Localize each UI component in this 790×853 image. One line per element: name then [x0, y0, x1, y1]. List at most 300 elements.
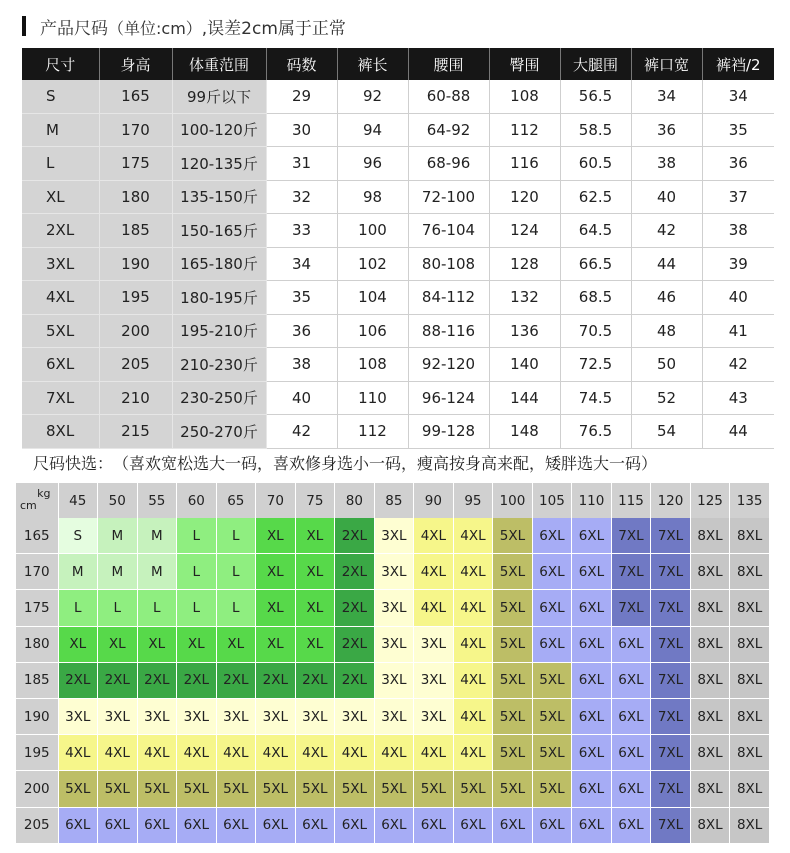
size-table-cell: 165	[99, 80, 172, 113]
size-suggestion-cell: 2XL	[335, 554, 375, 590]
size-table-cell: 42	[266, 415, 337, 449]
page-title	[40, 14, 346, 39]
size-table-cell: 60-88	[408, 80, 489, 113]
size-suggestion-cell: 5XL	[493, 662, 533, 698]
weight-header-cell: 95	[453, 483, 493, 518]
size-suggestion-cell: 3XL	[295, 698, 335, 734]
size-suggestion-cell: 6XL	[58, 807, 98, 843]
size-chart-header	[22, 48, 774, 80]
size-table-cell: 128	[489, 247, 560, 281]
size-suggestion-cell: 3XL	[335, 698, 375, 734]
size-header-cell: 尺寸	[22, 48, 99, 80]
weight-header-cell: 115	[611, 483, 651, 518]
size-suggestion-cell: 8XL	[690, 735, 730, 771]
quick-select-label: 尺码快选：	[33, 454, 114, 473]
table-row	[16, 518, 770, 554]
size-table-cell: 180-195斤	[172, 281, 266, 315]
size-suggestion-cell: 8XL	[730, 626, 770, 662]
size-table-cell: 165-180斤	[172, 247, 266, 281]
size-suggestion-cell: 4XL	[453, 698, 493, 734]
size-table-cell: 76.5	[560, 415, 631, 449]
size-table-cell: 94	[337, 113, 408, 147]
size-suggestion-cell: 4XL	[453, 554, 493, 590]
size-table-cell: 68.5	[560, 281, 631, 315]
size-suggestion-cell: 4XL	[295, 735, 335, 771]
size-suggestion-cell: 3XL	[374, 554, 414, 590]
size-suggestion-cell: 6XL	[572, 554, 612, 590]
size-table-cell: 32	[266, 180, 337, 214]
size-suggestion-cell: 3XL	[374, 662, 414, 698]
size-table-cell: 210	[99, 381, 172, 415]
size-table-cell: 135-150斤	[172, 180, 266, 214]
size-suggestion-cell: 6XL	[572, 662, 612, 698]
size-suggestion-cell: 5XL	[493, 698, 533, 734]
weight-header-cell: 80	[335, 483, 375, 518]
size-table-cell: 96-124	[408, 381, 489, 415]
size-table-cell: 80-108	[408, 247, 489, 281]
size-chart-table	[22, 48, 774, 449]
table-row	[22, 281, 774, 315]
size-suggestion-cell: 6XL	[177, 807, 217, 843]
size-table-cell: 40	[266, 381, 337, 415]
quick-select-grid	[16, 483, 770, 844]
size-table-cell: 116	[489, 147, 560, 181]
size-table-cell: 64.5	[560, 214, 631, 248]
weight-header-cell: 105	[532, 483, 572, 518]
size-table-cell: 102	[337, 247, 408, 281]
size-header-cell: 腰围	[408, 48, 489, 80]
size-suggestion-cell: 6XL	[611, 771, 651, 807]
table-row	[22, 415, 774, 449]
size-table-cell: 175	[99, 147, 172, 181]
size-table-cell: 50	[631, 348, 702, 382]
size-suggestion-cell: XL	[58, 626, 98, 662]
size-suggestion-cell: 4XL	[453, 518, 493, 554]
size-suggestion-cell: 4XL	[335, 735, 375, 771]
size-table-cell: 35	[702, 113, 774, 147]
size-header-cell: 裤口宽	[631, 48, 702, 80]
quick-grid-weight-header	[16, 483, 770, 518]
size-suggestion-cell: 8XL	[690, 554, 730, 590]
size-table-cell: 124	[489, 214, 560, 248]
height-header-cell: 180	[16, 626, 58, 662]
table-row	[16, 590, 770, 626]
size-table-cell: 29	[266, 80, 337, 113]
size-table-cell: 34	[631, 80, 702, 113]
quick-select-heading	[33, 451, 657, 474]
height-header-cell: 195	[16, 735, 58, 771]
title-accent-bar	[22, 16, 26, 36]
size-table-cell: 72-100	[408, 180, 489, 214]
size-table-cell: 44	[702, 415, 774, 449]
size-suggestion-cell: 6XL	[295, 807, 335, 843]
unit-kg: kg	[37, 487, 51, 500]
size-table-cell: L	[22, 147, 99, 181]
size-suggestion-cell: 6XL	[611, 735, 651, 771]
quick-select-note: （喜欢宽松选大一码，喜欢修身选小一码，瘦高按身高来配，矮胖选大一码）	[121, 454, 658, 473]
size-suggestion-cell: 8XL	[730, 554, 770, 590]
size-table-cell: 34	[702, 80, 774, 113]
size-suggestion-cell: 5XL	[216, 771, 256, 807]
size-suggestion-cell: 5XL	[532, 662, 572, 698]
size-table-cell: 230-250斤	[172, 381, 266, 415]
size-suggestion-cell: 6XL	[572, 807, 612, 843]
size-table-cell: 210-230斤	[172, 348, 266, 382]
size-suggestion-cell: 7XL	[651, 807, 691, 843]
size-suggestion-cell: 5XL	[493, 518, 533, 554]
table-row	[16, 554, 770, 590]
size-suggestion-cell: 3XL	[374, 590, 414, 626]
size-suggestion-cell: S	[58, 518, 98, 554]
size-suggestion-cell: 4XL	[137, 735, 177, 771]
size-table-cell: 68-96	[408, 147, 489, 181]
size-table-cell: 62.5	[560, 180, 631, 214]
height-header-cell: 175	[16, 590, 58, 626]
size-suggestion-cell: 4XL	[58, 735, 98, 771]
size-suggestion-cell: 7XL	[651, 698, 691, 734]
weight-header-cell: 125	[690, 483, 730, 518]
size-table-cell: 99-128	[408, 415, 489, 449]
size-suggestion-cell: 6XL	[453, 807, 493, 843]
size-suggestion-cell: 6XL	[572, 518, 612, 554]
size-suggestion-cell: M	[58, 554, 98, 590]
size-suggestion-cell: 2XL	[335, 590, 375, 626]
title-unit: （单位:cm）	[108, 19, 202, 38]
size-table-cell: 6XL	[22, 348, 99, 382]
size-suggestion-cell: 7XL	[651, 662, 691, 698]
size-suggestion-cell: 4XL	[453, 735, 493, 771]
size-suggestion-cell: XL	[137, 626, 177, 662]
size-table-cell: 140	[489, 348, 560, 382]
size-suggestion-cell: 3XL	[137, 698, 177, 734]
size-suggestion-cell: 8XL	[690, 662, 730, 698]
size-suggestion-cell: 2XL	[335, 626, 375, 662]
size-suggestion-cell: 2XL	[256, 662, 296, 698]
size-suggestion-cell: 3XL	[374, 626, 414, 662]
size-table-cell: 36	[266, 314, 337, 348]
size-suggestion-cell: L	[98, 590, 138, 626]
size-table-cell: 205	[99, 348, 172, 382]
weight-header-cell: 110	[572, 483, 612, 518]
title-main: 产品尺码	[40, 19, 108, 39]
weight-header-cell: 100	[493, 483, 533, 518]
size-suggestion-cell: 2XL	[335, 518, 375, 554]
size-table-cell: 98	[337, 180, 408, 214]
size-suggestion-cell: XL	[295, 518, 335, 554]
size-suggestion-cell: 6XL	[532, 518, 572, 554]
weight-header-cell: 85	[374, 483, 414, 518]
size-suggestion-cell: 4XL	[98, 735, 138, 771]
size-suggestion-cell: 5XL	[532, 771, 572, 807]
size-suggestion-cell: M	[98, 518, 138, 554]
size-table-cell: 34	[266, 247, 337, 281]
size-suggestion-cell: 6XL	[572, 626, 612, 662]
size-suggestion-cell: 8XL	[690, 590, 730, 626]
size-suggestion-cell: 4XL	[414, 554, 454, 590]
size-table-cell: 112	[337, 415, 408, 449]
size-suggestion-cell: 8XL	[730, 807, 770, 843]
size-suggestion-cell: L	[177, 554, 217, 590]
size-suggestion-cell: 5XL	[532, 735, 572, 771]
weight-header-cell: 65	[216, 483, 256, 518]
size-suggestion-cell: 5XL	[493, 590, 533, 626]
size-suggestion-cell: 6XL	[98, 807, 138, 843]
size-suggestion-cell: 8XL	[730, 518, 770, 554]
size-table-cell: 76-104	[408, 214, 489, 248]
size-table-cell: 72.5	[560, 348, 631, 382]
size-suggestion-cell: 3XL	[177, 698, 217, 734]
size-table-cell: 35	[266, 281, 337, 315]
size-header-cell: 臀围	[489, 48, 560, 80]
size-suggestion-cell: 4XL	[414, 518, 454, 554]
size-suggestion-cell: 4XL	[453, 626, 493, 662]
weight-header-cell: 75	[295, 483, 335, 518]
size-table-cell: 180	[99, 180, 172, 214]
size-suggestion-cell: 7XL	[651, 771, 691, 807]
size-table-cell: 8XL	[22, 415, 99, 449]
size-suggestion-cell: M	[137, 518, 177, 554]
size-suggestion-cell: 7XL	[611, 518, 651, 554]
size-suggestion-cell: 4XL	[177, 735, 217, 771]
weight-header-cell: 60	[177, 483, 217, 518]
size-suggestion-cell: 5XL	[453, 771, 493, 807]
size-header-cell: 裤长	[337, 48, 408, 80]
size-suggestion-cell: 6XL	[335, 807, 375, 843]
size-table-cell: 88-116	[408, 314, 489, 348]
size-suggestion-cell: 8XL	[730, 590, 770, 626]
size-suggestion-cell: 6XL	[572, 590, 612, 626]
size-suggestion-cell: 8XL	[690, 698, 730, 734]
size-suggestion-cell: 5XL	[58, 771, 98, 807]
size-suggestion-cell: XL	[295, 554, 335, 590]
size-table-cell: 46	[631, 281, 702, 315]
size-table-cell: 52	[631, 381, 702, 415]
size-suggestion-cell: 4XL	[414, 735, 454, 771]
size-suggestion-cell: 5XL	[493, 735, 533, 771]
size-table-cell: 3XL	[22, 247, 99, 281]
weight-header-cell: 120	[651, 483, 691, 518]
size-suggestion-cell: 2XL	[58, 662, 98, 698]
size-table-cell: 99斤以下	[172, 80, 266, 113]
size-suggestion-cell: 8XL	[690, 771, 730, 807]
size-suggestion-cell: 5XL	[137, 771, 177, 807]
size-suggestion-cell: XL	[295, 626, 335, 662]
size-table-cell: 185	[99, 214, 172, 248]
height-header-cell: 200	[16, 771, 58, 807]
size-suggestion-cell: L	[216, 554, 256, 590]
size-table-cell: 38	[266, 348, 337, 382]
weight-header-cell: 135	[730, 483, 770, 518]
size-header-cell: 裤裆/2	[702, 48, 774, 80]
table-row	[16, 626, 770, 662]
size-header-cell: 大腿围	[560, 48, 631, 80]
size-table-cell: 136	[489, 314, 560, 348]
size-table-cell: 170	[99, 113, 172, 147]
table-row	[22, 348, 774, 382]
size-table-cell: 120	[489, 180, 560, 214]
size-table-cell: M	[22, 113, 99, 147]
size-table-cell: 48	[631, 314, 702, 348]
size-table-cell: 70.5	[560, 314, 631, 348]
size-table-cell: 36	[702, 147, 774, 181]
size-suggestion-cell: 6XL	[216, 807, 256, 843]
size-table-cell: 38	[702, 214, 774, 248]
size-suggestion-cell: 5XL	[493, 771, 533, 807]
size-table-cell: 92	[337, 80, 408, 113]
size-suggestion-cell: 6XL	[532, 626, 572, 662]
weight-header-cell: 55	[137, 483, 177, 518]
size-table-cell: 38	[631, 147, 702, 181]
size-table-cell: 42	[631, 214, 702, 248]
size-suggestion-cell: M	[137, 554, 177, 590]
size-table-cell: 108	[337, 348, 408, 382]
size-suggestion-cell: 5XL	[295, 771, 335, 807]
size-table-cell: 60.5	[560, 147, 631, 181]
size-suggestion-cell: 2XL	[177, 662, 217, 698]
size-table-cell: 195	[99, 281, 172, 315]
size-suggestion-cell: 3XL	[414, 698, 454, 734]
size-suggestion-cell: 6XL	[611, 626, 651, 662]
size-suggestion-cell: XL	[256, 518, 296, 554]
size-suggestion-cell: 5XL	[493, 626, 533, 662]
size-suggestion-cell: 6XL	[532, 554, 572, 590]
size-suggestion-cell: 8XL	[690, 626, 730, 662]
size-table-cell: 132	[489, 281, 560, 315]
size-suggestion-cell: 8XL	[730, 662, 770, 698]
size-suggestion-cell: 3XL	[216, 698, 256, 734]
size-table-cell: 4XL	[22, 281, 99, 315]
size-table-cell: 36	[631, 113, 702, 147]
size-suggestion-cell: 6XL	[611, 807, 651, 843]
table-row	[22, 214, 774, 248]
table-row	[22, 381, 774, 415]
size-table-cell: 58.5	[560, 113, 631, 147]
size-suggestion-cell: 6XL	[532, 807, 572, 843]
size-suggestion-cell: XL	[177, 626, 217, 662]
size-table-cell: 110	[337, 381, 408, 415]
size-suggestion-cell: 7XL	[611, 554, 651, 590]
size-suggestion-cell: L	[58, 590, 98, 626]
size-table-cell: 120-135斤	[172, 147, 266, 181]
size-suggestion-cell: 2XL	[295, 662, 335, 698]
size-table-cell: 56.5	[560, 80, 631, 113]
table-row	[16, 771, 770, 807]
size-suggestion-cell: 8XL	[690, 807, 730, 843]
size-suggestion-cell: L	[177, 590, 217, 626]
size-table-cell: 64-92	[408, 113, 489, 147]
size-suggestion-cell: 4XL	[453, 662, 493, 698]
size-suggestion-cell: 4XL	[414, 590, 454, 626]
size-table-cell: 40	[631, 180, 702, 214]
size-suggestion-cell: 5XL	[374, 771, 414, 807]
size-suggestion-cell: XL	[256, 554, 296, 590]
size-suggestion-cell: 3XL	[374, 518, 414, 554]
size-suggestion-cell: 5XL	[256, 771, 296, 807]
height-header-cell: 205	[16, 807, 58, 843]
height-header-cell: 170	[16, 554, 58, 590]
size-suggestion-cell: 6XL	[611, 698, 651, 734]
size-suggestion-cell: 6XL	[611, 662, 651, 698]
title-tolerance-note: ,误差2cm属于正常	[201, 19, 346, 39]
size-table-cell: 31	[266, 147, 337, 181]
table-row	[22, 314, 774, 348]
size-suggestion-cell: XL	[98, 626, 138, 662]
height-header-cell: 165	[16, 518, 58, 554]
size-suggestion-cell: 4XL	[374, 735, 414, 771]
size-table-cell: S	[22, 80, 99, 113]
size-table-cell: 40	[702, 281, 774, 315]
size-suggestion-cell: 6XL	[532, 590, 572, 626]
size-table-cell: 43	[702, 381, 774, 415]
size-suggestion-cell: 7XL	[651, 590, 691, 626]
size-suggestion-cell: 6XL	[493, 807, 533, 843]
size-suggestion-cell: 3XL	[414, 662, 454, 698]
size-suggestion-cell: XL	[216, 626, 256, 662]
size-suggestion-cell: 3XL	[98, 698, 138, 734]
size-table-cell: 106	[337, 314, 408, 348]
size-suggestion-cell: 6XL	[256, 807, 296, 843]
size-header-cell: 码数	[266, 48, 337, 80]
size-suggestion-cell: 8XL	[730, 771, 770, 807]
size-suggestion-cell: L	[137, 590, 177, 626]
size-suggestion-cell: 5XL	[532, 698, 572, 734]
size-suggestion-cell: 6XL	[374, 807, 414, 843]
size-header-cell: 身高	[99, 48, 172, 80]
size-suggestion-cell: XL	[295, 590, 335, 626]
size-suggestion-cell: 2XL	[216, 662, 256, 698]
size-suggestion-cell: 7XL	[651, 735, 691, 771]
size-table-cell: 54	[631, 415, 702, 449]
size-table-cell: 2XL	[22, 214, 99, 248]
size-table-cell: 7XL	[22, 381, 99, 415]
size-suggestion-cell: 5XL	[414, 771, 454, 807]
size-suggestion-cell: 6XL	[572, 698, 612, 734]
size-table-cell: 195-210斤	[172, 314, 266, 348]
size-table-cell: 44	[631, 247, 702, 281]
table-row	[22, 247, 774, 281]
size-suggestion-cell: 7XL	[651, 554, 691, 590]
size-suggestion-cell: 6XL	[414, 807, 454, 843]
size-suggestion-cell: 5XL	[335, 771, 375, 807]
size-table-cell: 148	[489, 415, 560, 449]
size-table-cell: 84-112	[408, 281, 489, 315]
size-table-cell: 190	[99, 247, 172, 281]
size-table-cell: 5XL	[22, 314, 99, 348]
size-suggestion-cell: 3XL	[256, 698, 296, 734]
weight-header-cell: 90	[414, 483, 454, 518]
size-table-cell: 33	[266, 214, 337, 248]
size-table-cell: 215	[99, 415, 172, 449]
size-suggestion-cell: 6XL	[572, 735, 612, 771]
size-suggestion-cell: 6XL	[572, 771, 612, 807]
size-table-cell: 30	[266, 113, 337, 147]
table-row	[22, 113, 774, 147]
size-table-cell: 112	[489, 113, 560, 147]
table-row	[22, 147, 774, 181]
size-suggestion-cell: 3XL	[374, 698, 414, 734]
size-table-cell: 42	[702, 348, 774, 382]
size-suggestion-cell: 5XL	[177, 771, 217, 807]
table-row	[16, 807, 770, 843]
size-suggestion-cell: XL	[256, 626, 296, 662]
size-header-cell: 体重范围	[172, 48, 266, 80]
size-suggestion-cell: 2XL	[98, 662, 138, 698]
height-header-cell: 185	[16, 662, 58, 698]
size-table-cell: XL	[22, 180, 99, 214]
size-table-cell: 100	[337, 214, 408, 248]
size-suggestion-cell: 5XL	[98, 771, 138, 807]
height-header-cell: 190	[16, 698, 58, 734]
